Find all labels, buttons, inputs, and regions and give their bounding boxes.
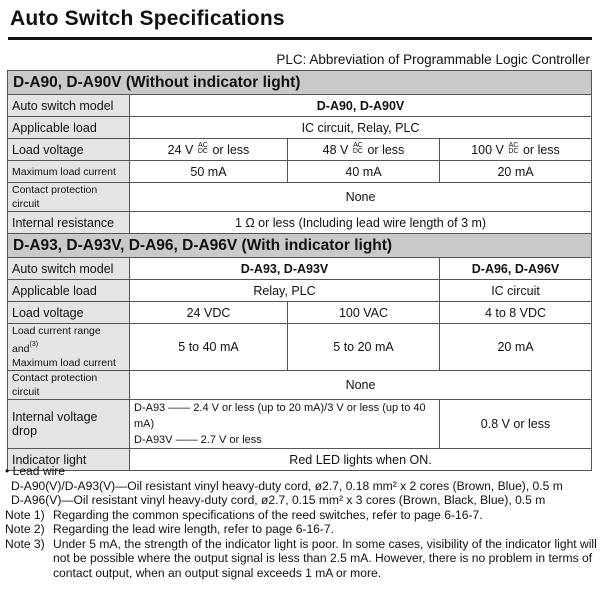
cell-value: [130, 400, 440, 449]
cell-value: 0.8 V or less: [440, 400, 592, 449]
cell-value: [440, 139, 592, 161]
drop-text-2: 2.7 V or less: [200, 434, 262, 446]
ac-dc-mark: AC DC: [508, 141, 519, 155]
voltage-suffix: or less: [522, 142, 560, 157]
row-label: Internal resistance: [8, 212, 130, 234]
row-label: Contact protection circuit: [8, 183, 130, 212]
section2-header-row: [8, 234, 592, 258]
cell-value: D-A96, D-A96V: [440, 258, 592, 280]
table-row: [8, 212, 592, 234]
section1-header-row: [8, 71, 592, 95]
note-1: [5, 508, 605, 523]
row-label: Load voltage: [8, 302, 130, 324]
table-row: [8, 324, 592, 371]
voltage-suffix: or less: [367, 142, 405, 157]
drop-model-2: D-A93V: [134, 434, 173, 446]
plc-abbreviation-note: PLC: Abbreviation of Programmable Logic Controller: [276, 52, 590, 67]
cell-value: IC circuit: [440, 280, 592, 302]
lead-wire-line-1: D-A90(V)/D-A93(V)—Oil resistant vinyl heavy-duty cord, ø2.7, 0.18 mm² x 2 cores (Brown, Blue), 0.5 m: [11, 478, 563, 493]
row-label: Auto switch model: [8, 258, 130, 280]
note-label: Note 3): [5, 536, 45, 551]
cell-value: D-A93, D-A93V: [130, 258, 440, 280]
note-text: Regarding the common specifications of the reed switches, refer to page 6-16-7.: [53, 507, 483, 522]
cell-value: [130, 139, 288, 161]
spec-table: [7, 70, 592, 471]
cell-value: None: [130, 183, 592, 212]
cell-value: 5 to 40 mA: [130, 324, 288, 371]
note-2: [5, 522, 605, 537]
dash: ——: [168, 402, 191, 414]
table-row: [8, 161, 592, 183]
section1-header: D-A90, D-A90V (Without indicator light): [8, 71, 592, 95]
label-line-1: Load current range and: [12, 325, 101, 355]
table-row: [8, 117, 592, 139]
drop-model-1: D-A93: [134, 402, 166, 414]
row-label: Indicator light: [8, 449, 130, 471]
dash: ——: [175, 434, 198, 446]
notes-section: [5, 464, 605, 580]
row-label: Load voltage: [8, 139, 130, 161]
cell-value: None: [130, 371, 592, 400]
cell-value: IC circuit, Relay, PLC: [130, 117, 592, 139]
cell-value: 1 Ω or less (Including lead wire length of 3 m): [130, 212, 592, 234]
table-row: [8, 95, 592, 117]
lead-wire-line-2: D-A96(V)—Oil resistant vinyl heavy-duty cord, ø2.7, 0.15 mm² x 3 cores (Brown, Black, Blue), 0.5 m: [11, 493, 546, 507]
ac-dc-mark: AC DC: [352, 141, 363, 155]
cell-value: Red LED lights when ON.: [130, 449, 592, 471]
table-row: [8, 258, 592, 280]
table-row: [8, 280, 592, 302]
row-label: Auto switch model: [8, 95, 130, 117]
cell-value: 20 mA: [440, 324, 592, 371]
voltage-value: 48 V: [322, 142, 349, 157]
note-text: Under 5 mA, the strength of the indicator light is poor. In some cases, visibility of the indicator light will not be possible where the output signal is less than 2.5 mA. However, there is no problem in terms of contact output, when an output signal exceeds 1 mA or more.: [53, 536, 597, 580]
ac-dc-mark: AC DC: [197, 141, 208, 155]
note-text: Regarding the lead wire length, refer to page 6-16-7.: [53, 522, 335, 536]
row-label: Applicable load: [8, 117, 130, 139]
lead-wire-heading: • Lead wire: [5, 464, 66, 478]
cell-value: 100 VAC: [288, 302, 440, 324]
title-rule: [8, 37, 592, 40]
table-row: [8, 371, 592, 400]
cell-value: 50 mA: [130, 161, 288, 183]
note-3: [5, 537, 605, 581]
cell-value: [288, 139, 440, 161]
table-row: [8, 183, 592, 212]
footnote-ref: (3): [29, 341, 39, 348]
cell-value: D-A90, D-A90V: [130, 95, 592, 117]
cell-value: 20 mA: [440, 161, 592, 183]
table-row: [8, 302, 592, 324]
cell-value: 24 VDC: [130, 302, 288, 324]
row-label: Applicable load: [8, 280, 130, 302]
row-label: [8, 324, 130, 371]
cell-value: 5 to 20 mA: [288, 324, 440, 371]
row-label: Internal voltage drop: [8, 400, 130, 449]
note-label: Note 2): [5, 522, 45, 536]
drop-text-1: 2.4 V or less (up to 20 mA)/3 V or less (up to 40 mA): [134, 402, 426, 430]
row-label: Maximum load current: [8, 161, 130, 183]
page-title: Auto Switch Specifications: [10, 7, 285, 30]
label-line-2: Maximum load current: [12, 357, 116, 369]
voltage-value: 100 V: [471, 142, 504, 157]
row-label: Contact protection circuit: [8, 371, 130, 400]
cell-value: 4 to 8 VDC: [440, 302, 592, 324]
table-row: [8, 139, 592, 161]
voltage-value: 24 V: [167, 142, 194, 157]
cell-value: 40 mA: [288, 161, 440, 183]
cell-value: Relay, PLC: [130, 280, 440, 302]
note-label: Note 1): [5, 507, 45, 522]
section2-header: D-A93, D-A93V, D-A96, D-A96V (With indicator light): [8, 234, 592, 258]
table-row: [8, 400, 592, 449]
voltage-suffix: or less: [212, 142, 250, 157]
